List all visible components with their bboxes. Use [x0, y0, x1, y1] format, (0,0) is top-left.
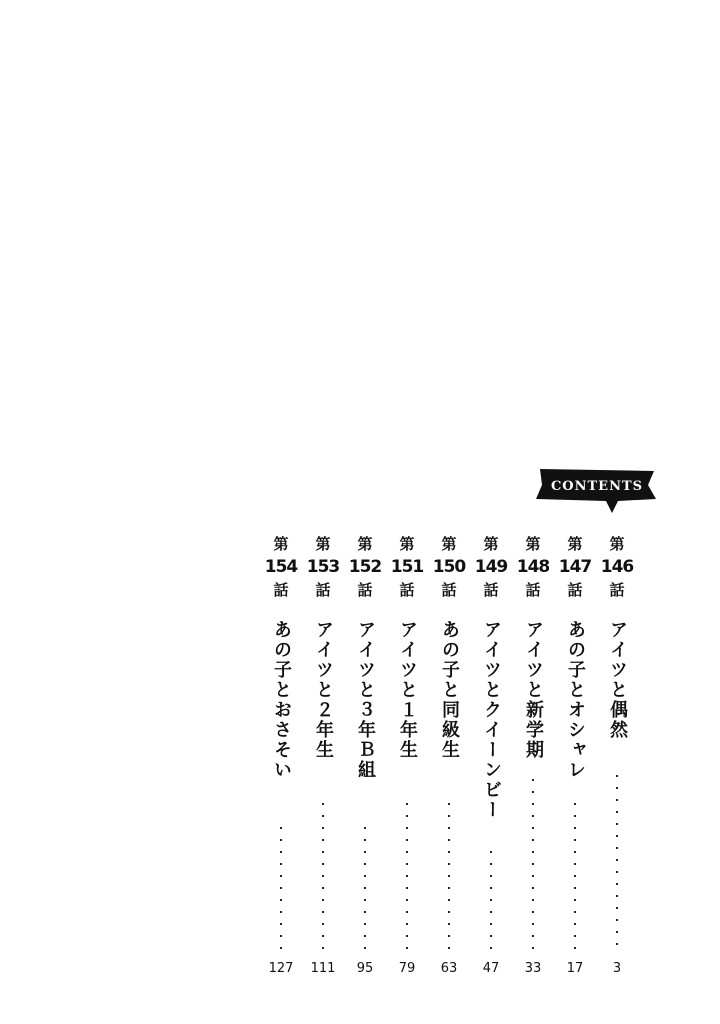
chapter-150[interactable] [428, 532, 470, 980]
chapter-title: あの子とおさそい [271, 620, 292, 780]
chapter-wa: 話 [441, 581, 457, 599]
chapter-153[interactable] [302, 532, 344, 980]
chapter-dai: 第 [567, 535, 583, 553]
chapter-dai: 第 [609, 535, 625, 553]
chapter-dai: 第 [399, 535, 415, 553]
chapter-page-number: 79 [398, 961, 416, 976]
chapter-page-number: 111 [310, 961, 336, 976]
chapter-wa: 話 [525, 581, 541, 599]
dot-leader [322, 798, 324, 952]
chapter-dai: 第 [483, 535, 499, 553]
chapter-page-number: 3 [612, 961, 622, 976]
chapter-wa: 話 [357, 581, 373, 599]
chapter-title-wrap [260, 620, 302, 780]
chapter-wa: 話 [399, 581, 415, 599]
dot-leader [364, 822, 366, 952]
chapter-dai: 第 [525, 535, 541, 553]
dot-leader [574, 798, 576, 952]
chapter-title-wrap [428, 620, 470, 760]
chapter-title-wrap [596, 620, 638, 740]
chapter-title: アイツと２年生 [313, 620, 334, 760]
chapter-dai: 第 [273, 535, 289, 553]
chapter-dai: 第 [357, 535, 373, 553]
chapter-wa: 話 [567, 581, 583, 599]
chapter-page-number: 33 [524, 961, 542, 976]
chapter-title-wrap [470, 620, 512, 820]
chapter-title-wrap [302, 620, 344, 760]
chapter-number: 154 [264, 557, 298, 577]
chapter-title-wrap [554, 620, 596, 780]
chapter-151[interactable] [386, 532, 428, 980]
chapter-wa: 話 [483, 581, 499, 599]
chapter-title: アイツとクイーンビー [481, 620, 502, 820]
chapter-number: 148 [516, 557, 550, 577]
chapter-page-number: 47 [482, 961, 500, 976]
chapter-page-number: 63 [440, 961, 458, 976]
chapter-title: あの子とオシャレ [565, 620, 586, 780]
contents-heading: CONTENTS [550, 479, 644, 494]
chapter-page-number: 127 [268, 961, 294, 976]
chapter-152[interactable] [344, 532, 386, 980]
chapter-title-wrap [512, 620, 554, 760]
chapter-wa: 話 [273, 581, 289, 599]
chapter-149[interactable] [470, 532, 512, 980]
dot-leader [280, 822, 282, 952]
chapter-title: あの子と同級生 [439, 620, 460, 760]
chapter-wa: 話 [609, 581, 625, 599]
chapter-number: 150 [432, 557, 466, 577]
dot-leader [490, 846, 492, 952]
chapter-dai: 第 [441, 535, 457, 553]
chapter-title: アイツと３年Ｂ組 [355, 620, 376, 780]
chapter-number: 152 [348, 557, 382, 577]
chapter-title-wrap [386, 620, 428, 760]
chapter-title-wrap [344, 620, 386, 780]
chapter-title: アイツと新学期 [523, 620, 544, 760]
dot-leader [406, 798, 408, 952]
chapter-wa: 話 [315, 581, 331, 599]
chapter-page-number: 17 [566, 961, 584, 976]
chapter-147[interactable] [554, 532, 596, 980]
chapter-148[interactable] [512, 532, 554, 980]
chapter-number: 151 [390, 557, 424, 577]
chapter-number: 153 [306, 557, 340, 577]
chapter-number: 146 [600, 557, 634, 577]
chapter-title: アイツと１年生 [397, 620, 418, 760]
chapter-number: 149 [474, 557, 508, 577]
chapter-154[interactable] [260, 532, 302, 980]
dot-leader [448, 798, 450, 952]
chapter-page-number: 95 [356, 961, 374, 976]
chapter-title: アイツと偶然 [607, 620, 628, 740]
contents-banner [536, 469, 658, 513]
dot-leader [532, 774, 534, 952]
chapter-number: 147 [558, 557, 592, 577]
chapter-146[interactable] [596, 532, 638, 980]
chapter-dai: 第 [315, 535, 331, 553]
dot-leader [616, 770, 618, 952]
